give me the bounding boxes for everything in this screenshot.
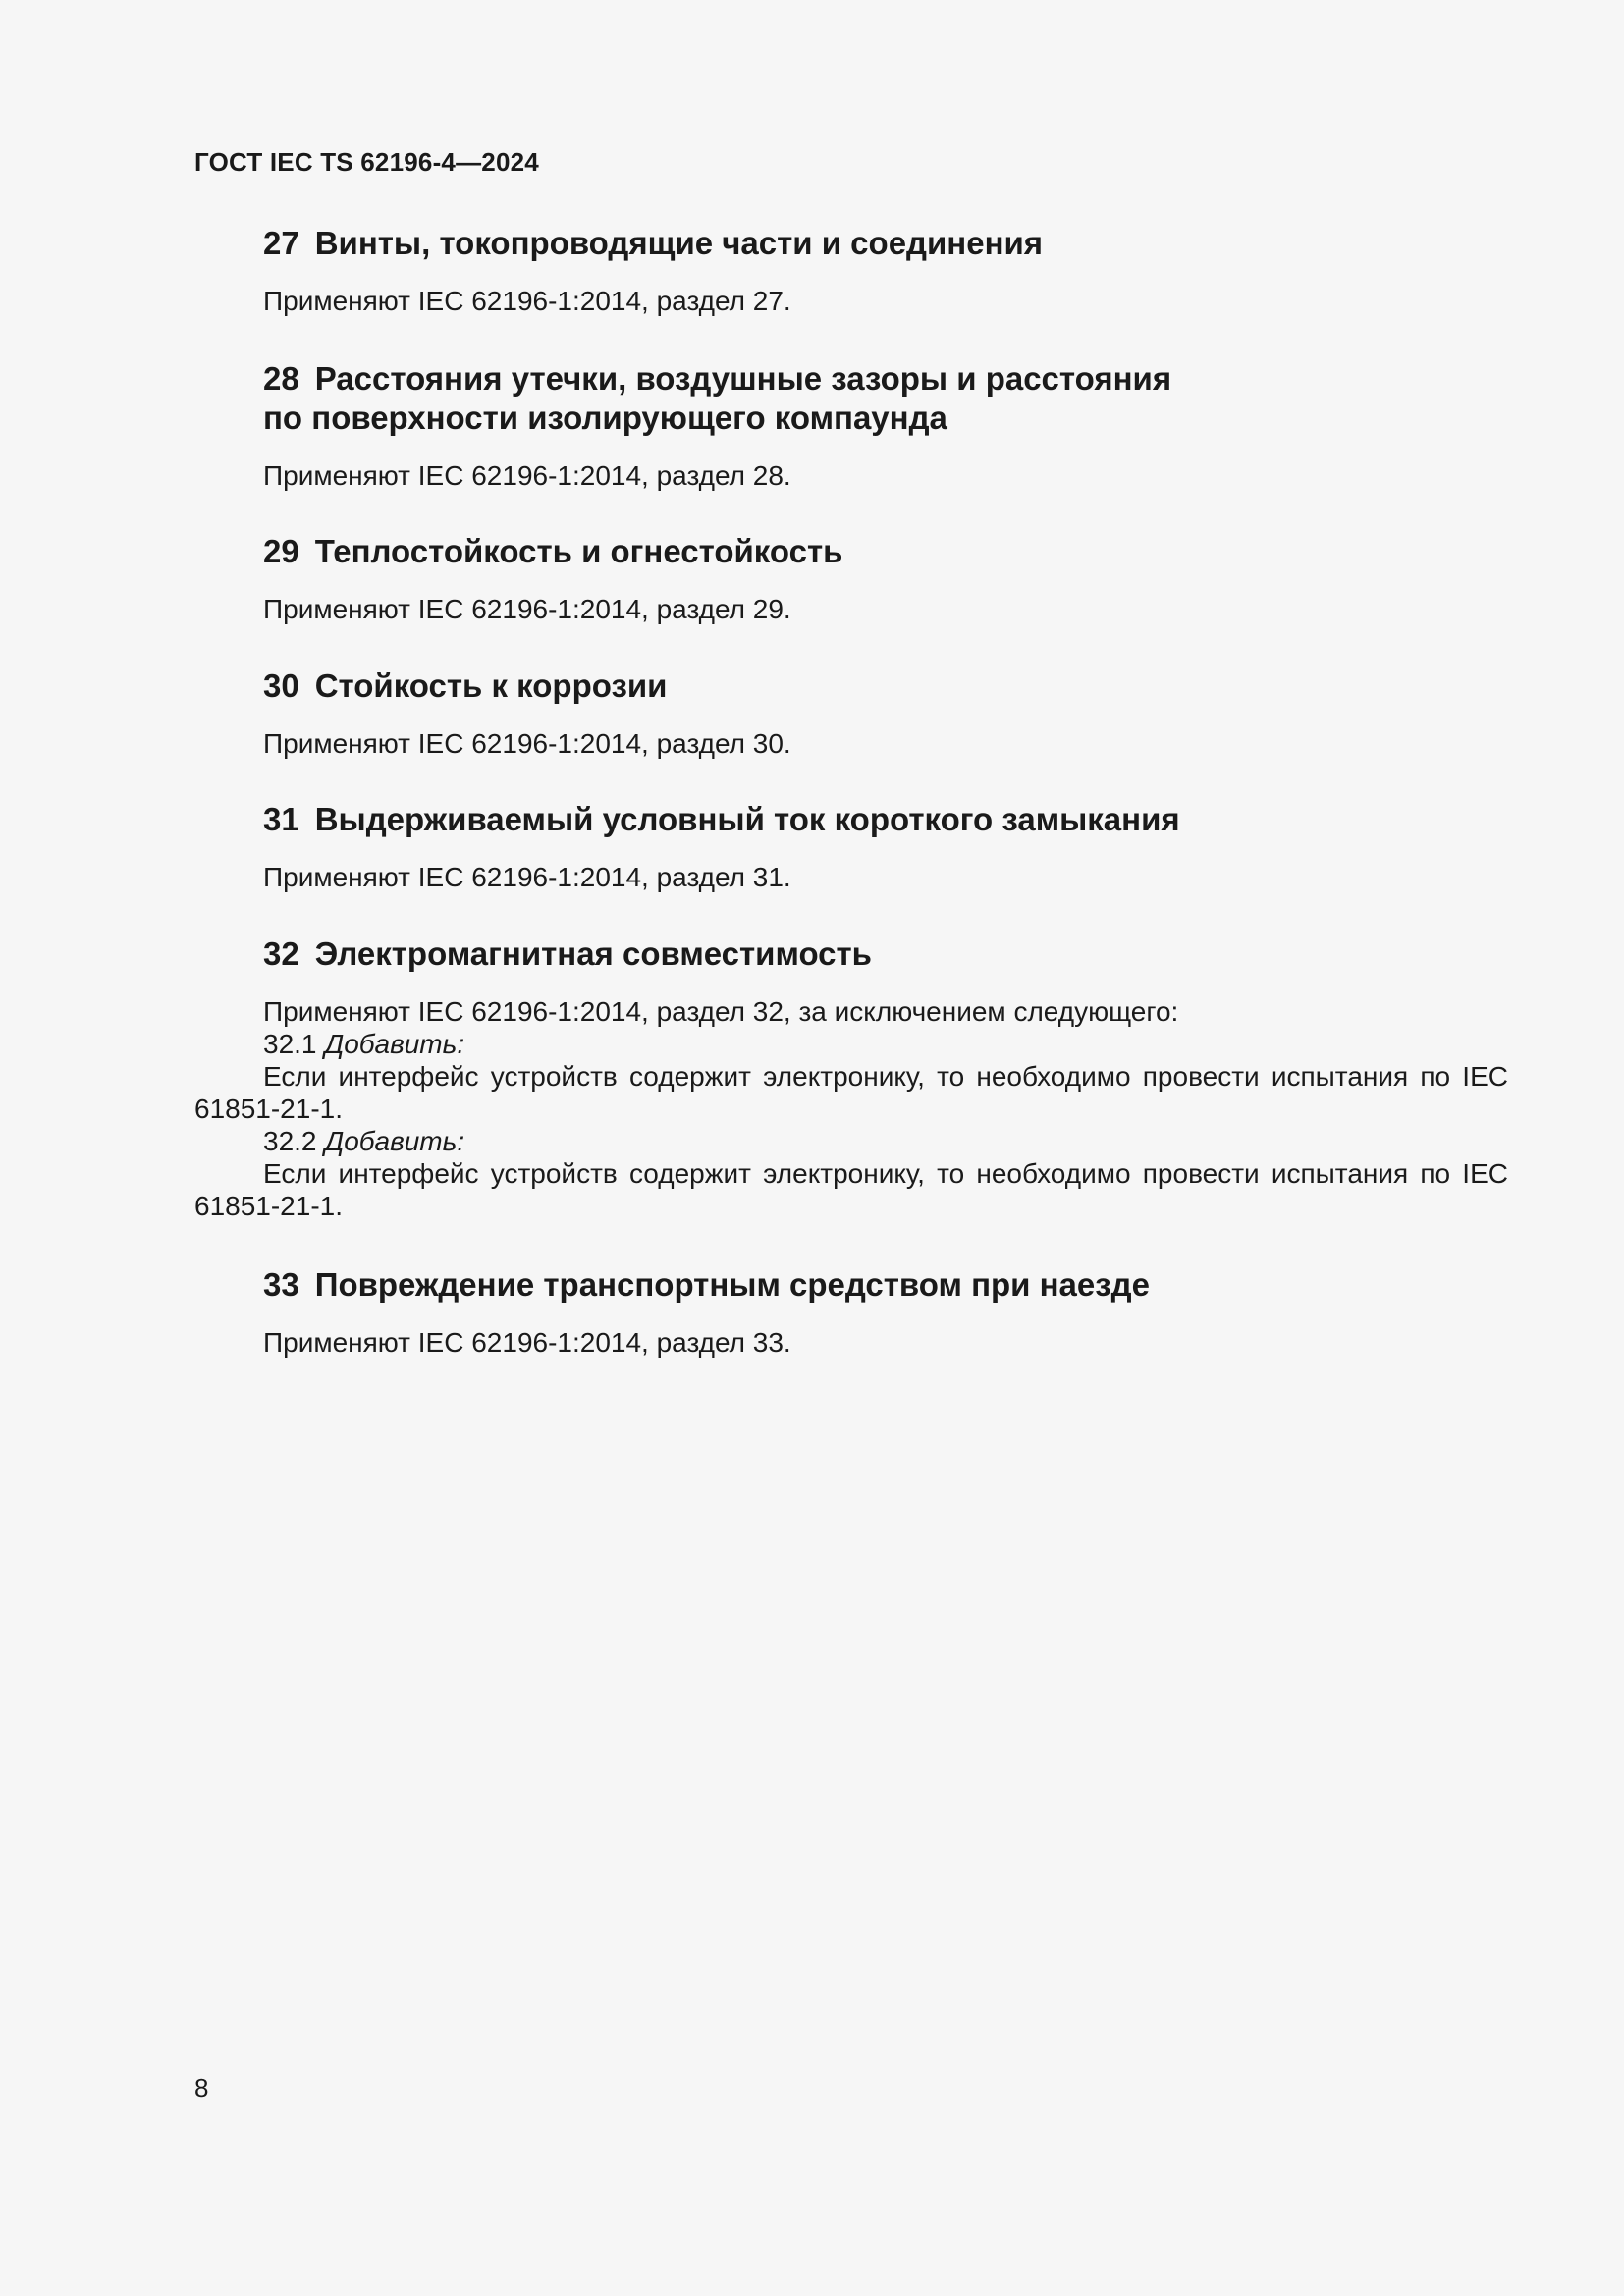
section-31 (194, 800, 1508, 893)
section-heading (194, 359, 1508, 438)
section-number: 32 (263, 935, 299, 972)
section-number: 29 (263, 533, 299, 569)
section-title: Винты, токопроводящие части и соединения (314, 225, 1044, 261)
subsection-label: Добавить: (324, 1126, 465, 1156)
section-number: 30 (263, 667, 299, 704)
section-heading (194, 532, 1508, 571)
subsection-text: Если интерфейс устройств содержит электронику, то необходимо провести испытания по IEC 61851-21-1. (194, 1061, 1508, 1124)
section-32 (194, 934, 1508, 1222)
document-header: ГОСТ IEC TS 62196-4—2024 (194, 147, 539, 177)
section-33 (194, 1265, 1508, 1359)
subsection-number: 32.2 (263, 1126, 317, 1156)
section-title: Теплостойкость и огнестойкость (314, 533, 843, 569)
section-heading (194, 224, 1508, 263)
section-heading (194, 800, 1508, 839)
section-title: Выдерживаемый условный ток короткого замыкания (314, 801, 1180, 837)
section-text: Применяют IEC 62196-1:2014, раздел 31. (263, 862, 791, 892)
section-heading (194, 1265, 1508, 1305)
section-text: Применяют IEC 62196-1:2014, раздел 27. (263, 286, 791, 316)
section-number: 33 (263, 1266, 299, 1303)
subsection-heading (194, 1125, 1508, 1157)
section-title-line-1: Расстояния утечки, воздушные зазоры и расстояния (314, 360, 1172, 397)
subsection-text: Если интерфейс устройств содержит электронику, то необходимо провести испытания по IEC 61851-21-1. (194, 1158, 1508, 1221)
section-title: Повреждение транспортным средством при наезде (314, 1266, 1150, 1303)
section-title: Стойкость к коррозии (314, 667, 668, 704)
section-heading (194, 934, 1508, 974)
subsection-label: Добавить: (324, 1029, 465, 1059)
section-number: 27 (263, 225, 299, 261)
subsection-number: 32.1 (263, 1029, 317, 1059)
section-title-line-2: по поверхности изолирующего компаунда (263, 400, 947, 436)
section-number: 31 (263, 801, 299, 837)
section-title: Электромагнитная совместимость (314, 935, 872, 972)
page-number: 8 (194, 2073, 209, 2103)
section-number: 28 (263, 360, 299, 397)
section-27 (194, 224, 1508, 317)
section-30 (194, 667, 1508, 760)
section-text: Применяют IEC 62196-1:2014, раздел 32, за исключением следующего: (263, 996, 1179, 1027)
section-text: Применяют IEC 62196-1:2014, раздел 33. (263, 1327, 791, 1358)
subsection-heading (194, 1028, 1508, 1060)
section-text: Применяют IEC 62196-1:2014, раздел 28. (263, 460, 791, 491)
section-28 (194, 359, 1508, 492)
section-text: Применяют IEC 62196-1:2014, раздел 30. (263, 728, 791, 759)
section-text: Применяют IEC 62196-1:2014, раздел 29. (263, 594, 791, 624)
section-heading (194, 667, 1508, 706)
section-29 (194, 532, 1508, 625)
